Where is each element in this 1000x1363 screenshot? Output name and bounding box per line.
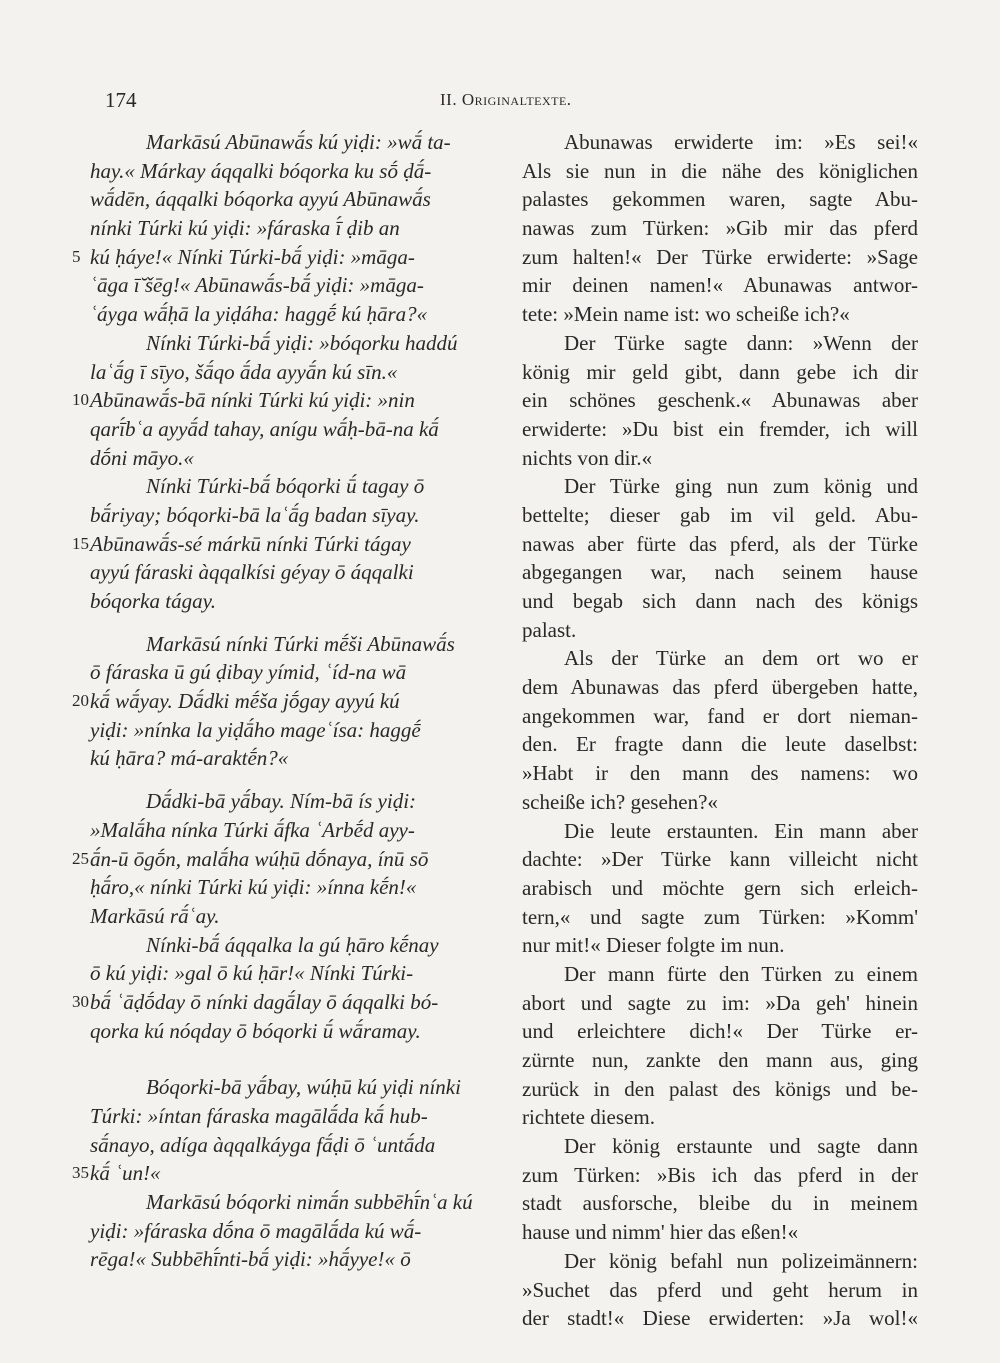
line-number: 30 [72,991,89,1011]
line-text: zurück in den palast des königs und be- [522,1076,918,1101]
german-line [522,1161,918,1190]
line-text: sā́nayo, adíga àqqalkáyga fā́ḍi ō ʿuntā́da [90,1132,436,1157]
line-text: zum halten!« Der Türke erwiderte: »Sage [522,244,918,269]
line-text: abgegangen war, nach seinem hause [522,560,918,585]
somali-line [88,744,513,773]
german-line [522,903,918,932]
somali-line [88,271,513,300]
paragraph-gap [88,1059,513,1073]
german-line [522,673,918,702]
german-line [522,1046,918,1075]
somali-line [88,787,513,816]
line-number: 5 [72,246,81,266]
german-line [522,558,918,587]
somali-line [88,415,513,444]
line-text: Dā́dki-bā yā́bay. Ním-bā ís yiḍi: [146,789,417,814]
german-line [522,1189,918,1218]
german-line [522,1276,918,1305]
german-line [522,157,918,186]
line-text: Der könig befahl nun polizeimännern: [564,1248,918,1273]
somali-line [72,243,513,272]
line-text: dachte: »Der Türke kann villeicht nicht [522,847,918,872]
german-translation-column [522,128,918,1333]
line-text: ʿāga ī̆ šēg!« Abūnawā́s-bā́ yiḍi: »māga- [90,273,424,298]
line-text: ayyú fáraski àqqalkísi géyay ō áqqalki [90,560,414,585]
line-text: ein schönes geschenk.« Abunawas aber [522,388,918,413]
line-text: palastes gekommen waren, sagte Abu- [522,187,918,212]
paragraph-gap [88,1045,513,1059]
line-text: ō fáraska ū gú ḍibay yímid, ʿíd-na wā [90,660,407,685]
german-line [522,530,918,559]
somali-text-column [72,128,513,1274]
line-text: Túrki: »íntan fáraska magālā́da kā́ hub- [90,1104,428,1128]
line-number: 20 [72,691,89,711]
german-line [522,616,918,645]
line-text: »Habt ir den mann des namens: wo [522,761,918,786]
german-line [522,759,918,788]
somali-line [88,501,513,530]
german-line [522,1075,918,1104]
somali-line [88,931,513,960]
somali-line [88,558,513,587]
line-text: erwiderte: »Du bist ein fremder, ich will [522,416,918,441]
line-text: nur mit!« Dieser folgte im nun. [522,933,785,958]
line-text: Nínki-bā́ áqqalka la gú ḥāro kḗnay [146,932,439,957]
line-text: wā́dēn, áqqalki bóqorka ayyú Abūnawā́s [90,187,431,212]
somali-line [88,959,513,988]
line-text: Abunawas erwiderte im: »Es sei!« [564,130,918,154]
line-text: Markāsú Abūnawā́s kú yiḍi: »wā́ ta- [146,130,451,154]
running-head: II. Originaltexte. [440,90,572,109]
german-line [522,931,918,960]
line-text: palast. [522,617,577,642]
line-text: Die leute erstaunten. Ein mann aber [564,818,918,843]
line-number: 35 [72,1163,89,1183]
german-line [522,702,918,731]
line-text: zürnte nun, zankte den mann aus, ging [522,1048,918,1072]
line-text: Abūnawā́s-sé márkū nínki Túrki tágay [90,531,411,556]
page-number: 174 [105,88,137,112]
somali-line [88,329,513,358]
german-line [522,817,918,846]
somali-line [72,530,513,559]
line-text: ʿáyga wā́ḥā la yiḍáha: haggḗ kú ḥāra?« [90,302,428,327]
line-text: »Malā́ha nínka Túrki ā́fka ʿArbḗd ayy- [90,817,415,842]
line-text: yiḍi: »nínka la yiḍā́ho mageʿísa: haggḗ [90,717,421,742]
german-line [522,788,918,817]
line-text: könig mir geld gibt, dann gebe ich dir [522,359,918,384]
line-number: 15 [72,533,89,553]
somali-line [88,300,513,329]
german-line [522,1247,918,1276]
line-text: tern,« und sagte zum Türken: »Komm' [522,904,918,929]
somali-line [72,845,513,874]
line-text: scheiße ich? gesehen?« [522,789,718,814]
paragraph-gap [88,616,513,630]
line-text: bā́riyay; bóqorki-bā laʿā́g badan sīyay. [90,502,420,527]
german-line [522,989,918,1018]
somali-line [88,157,513,186]
somali-line [88,1188,513,1217]
german-line [522,644,918,673]
line-text: Als sie nun in die nähe des königlichen [522,158,918,183]
german-line [522,587,918,616]
german-line [522,960,918,989]
line-text: Nínki Túrki-bā́ yiḍi: »bóqorku haddú [146,330,458,355]
somali-line [88,1017,513,1046]
german-line [522,1017,918,1046]
somali-line [88,128,513,157]
somali-line [88,816,513,845]
line-text: Als der Türke an dem ort wo er [564,646,918,671]
somali-line [72,687,513,716]
somali-line [88,658,513,687]
somali-line [88,1217,513,1246]
german-line [522,185,918,214]
line-text: bā́ ʿāḍṓday ō nínki dagā́lay ō áqqalki bó- [90,989,439,1014]
somali-line [88,1102,513,1131]
german-line [522,329,918,358]
line-text: yiḍi: »fáraska dṓna ō magālā́da kú wā́- [90,1218,422,1243]
line-text: Der Türke sagte dann: »Wenn der [564,330,918,355]
line-text: den. Er fragte dann die leute daselbst: [522,732,918,757]
line-text: richtete diesem. [522,1105,655,1130]
line-text: abort und sagte zu im: »Da geh' hinein [522,990,918,1015]
line-text: und begab sich dann nach des königs [522,589,918,613]
line-text: kā́ ʿun!« [90,1161,161,1186]
line-text: rēga!« Subbēhī́nti-bā́ yiḍi: »hā́yye!« ō [90,1247,411,1272]
german-line [522,1218,918,1247]
german-line [522,472,918,501]
german-line [522,243,918,272]
german-line [522,214,918,243]
german-line [522,874,918,903]
line-text: qorka kú nóqday ō bóqorki ū́ wā́ramay. [90,1018,421,1043]
somali-line [88,1073,513,1102]
german-line [522,358,918,387]
line-text: Abūnawā́s-bā nínki Túrki kú yiḍi: »nin [90,388,415,413]
somali-line [88,1131,513,1160]
line-text: arabisch und möchte gern sich erleich- [522,875,918,900]
somali-line [88,444,513,473]
german-line [522,845,918,874]
line-text: Der mann fürte den Türken zu einem [564,961,918,986]
somali-line [88,716,513,745]
line-text: hause und nimm' hier das eßen!« [522,1220,799,1245]
somali-line [88,358,513,387]
line-text: zum Türken: »Bis ich das pferd in der [522,1162,918,1187]
line-text: bettelte; dieser gab im vil geld. Abu- [522,502,918,527]
line-text: Nínki Túrki-bā́ bóqorki ū́ tagay ō [146,474,425,499]
somali-line [72,386,513,415]
line-text: Markāsú rā́ʿay. [90,903,220,928]
german-line [522,1103,918,1132]
line-text: angekommen war, fand er dort nieman- [522,703,918,728]
line-text: nínki Túrki kú yiḍi: »fáraska ī́ ḍib an [90,216,400,241]
german-line [522,300,918,329]
line-text: »Suchet das pferd und geht herum in [522,1277,918,1302]
line-text: nichts von dir.« [522,445,653,470]
german-line [522,128,918,157]
line-text: Bóqorki-bā yā́bay, wúḥū kú yiḍi nínki [146,1075,461,1100]
line-text: tete: »Mein name ist: wo scheiße ich?« [522,302,850,327]
paragraph-gap [88,773,513,787]
somali-line [88,902,513,931]
line-number: 10 [72,390,89,410]
line-text: laʿā́g ī sīyo, šā́qo ā́da ayyā́n kú sīn.« [90,359,398,384]
somali-line [72,1159,513,1188]
line-text: Der könig erstaunte und sagte dann [564,1134,918,1159]
german-line [522,1304,918,1333]
line-text: ḥā́ro,« nínki Túrki kú yiḍi: »ínna kḗn!« [90,875,417,900]
line-text: stadt ausforsche, bleibe du in meinem [522,1191,918,1216]
somali-line [88,214,513,243]
line-text: Der Türke ging nun zum könig und [564,474,918,499]
somali-line [88,587,513,616]
line-text: nawas zum Türken: »Gib mir das pferd [522,216,918,241]
german-line [522,386,918,415]
german-line [522,415,918,444]
somali-line [72,988,513,1017]
line-text: kú ḥáye!« Nínki Túrki-bā́ yiḍi: »māga- [90,244,415,269]
german-line [522,444,918,473]
line-text: der stadt!« Diese erwiderten: »Ja wol!« [522,1306,918,1331]
line-number: 25 [72,848,89,868]
german-line [522,271,918,300]
somali-line [88,472,513,501]
line-text: ā́n-ū ōgṓn, malā́ha wúḥū dṓnaya, ínū sō [90,846,429,871]
line-text: kú ḥāra? má-araktḗn?« [90,746,289,771]
somali-line [88,1245,513,1274]
line-text: dem Abunawas das pferd übergeben hatte, [522,675,918,700]
somali-line [88,185,513,214]
somali-line [88,630,513,659]
line-text: bóqorka tágay. [90,589,216,613]
german-line [522,730,918,759]
line-text: ō kú yiḍi: »gal ō kú ḥār!« Nínki Túrki- [90,961,414,986]
line-text: und erleichtere dich!« Der Türke er- [522,1019,918,1044]
german-line [522,501,918,530]
line-text: dṓni māyo.« [90,445,194,470]
line-text: nawas aber fürte das pferd, als der Türke [522,531,918,556]
line-text: mir deinen namen!« Abunawas antwor- [522,273,918,298]
line-text: Markāsú bóqorki nimā́n subbēhī́nʿa kú [146,1190,473,1215]
somali-line [88,873,513,902]
line-text: Markāsú nínki Túrki mḗši Abūnawā́s [146,631,455,656]
line-text: kā́ wā́yay. Dā́dki mḗša jṓgay ayyú kú [90,689,400,714]
line-text: qarī́bʿa ayyā́d tahay, anígu wā́ḥ-bā-na kā́ [90,416,439,441]
line-text: hay.« Márkay áqqalki bóqorka ku sṓ ḍā́- [90,158,432,183]
german-line [522,1132,918,1161]
